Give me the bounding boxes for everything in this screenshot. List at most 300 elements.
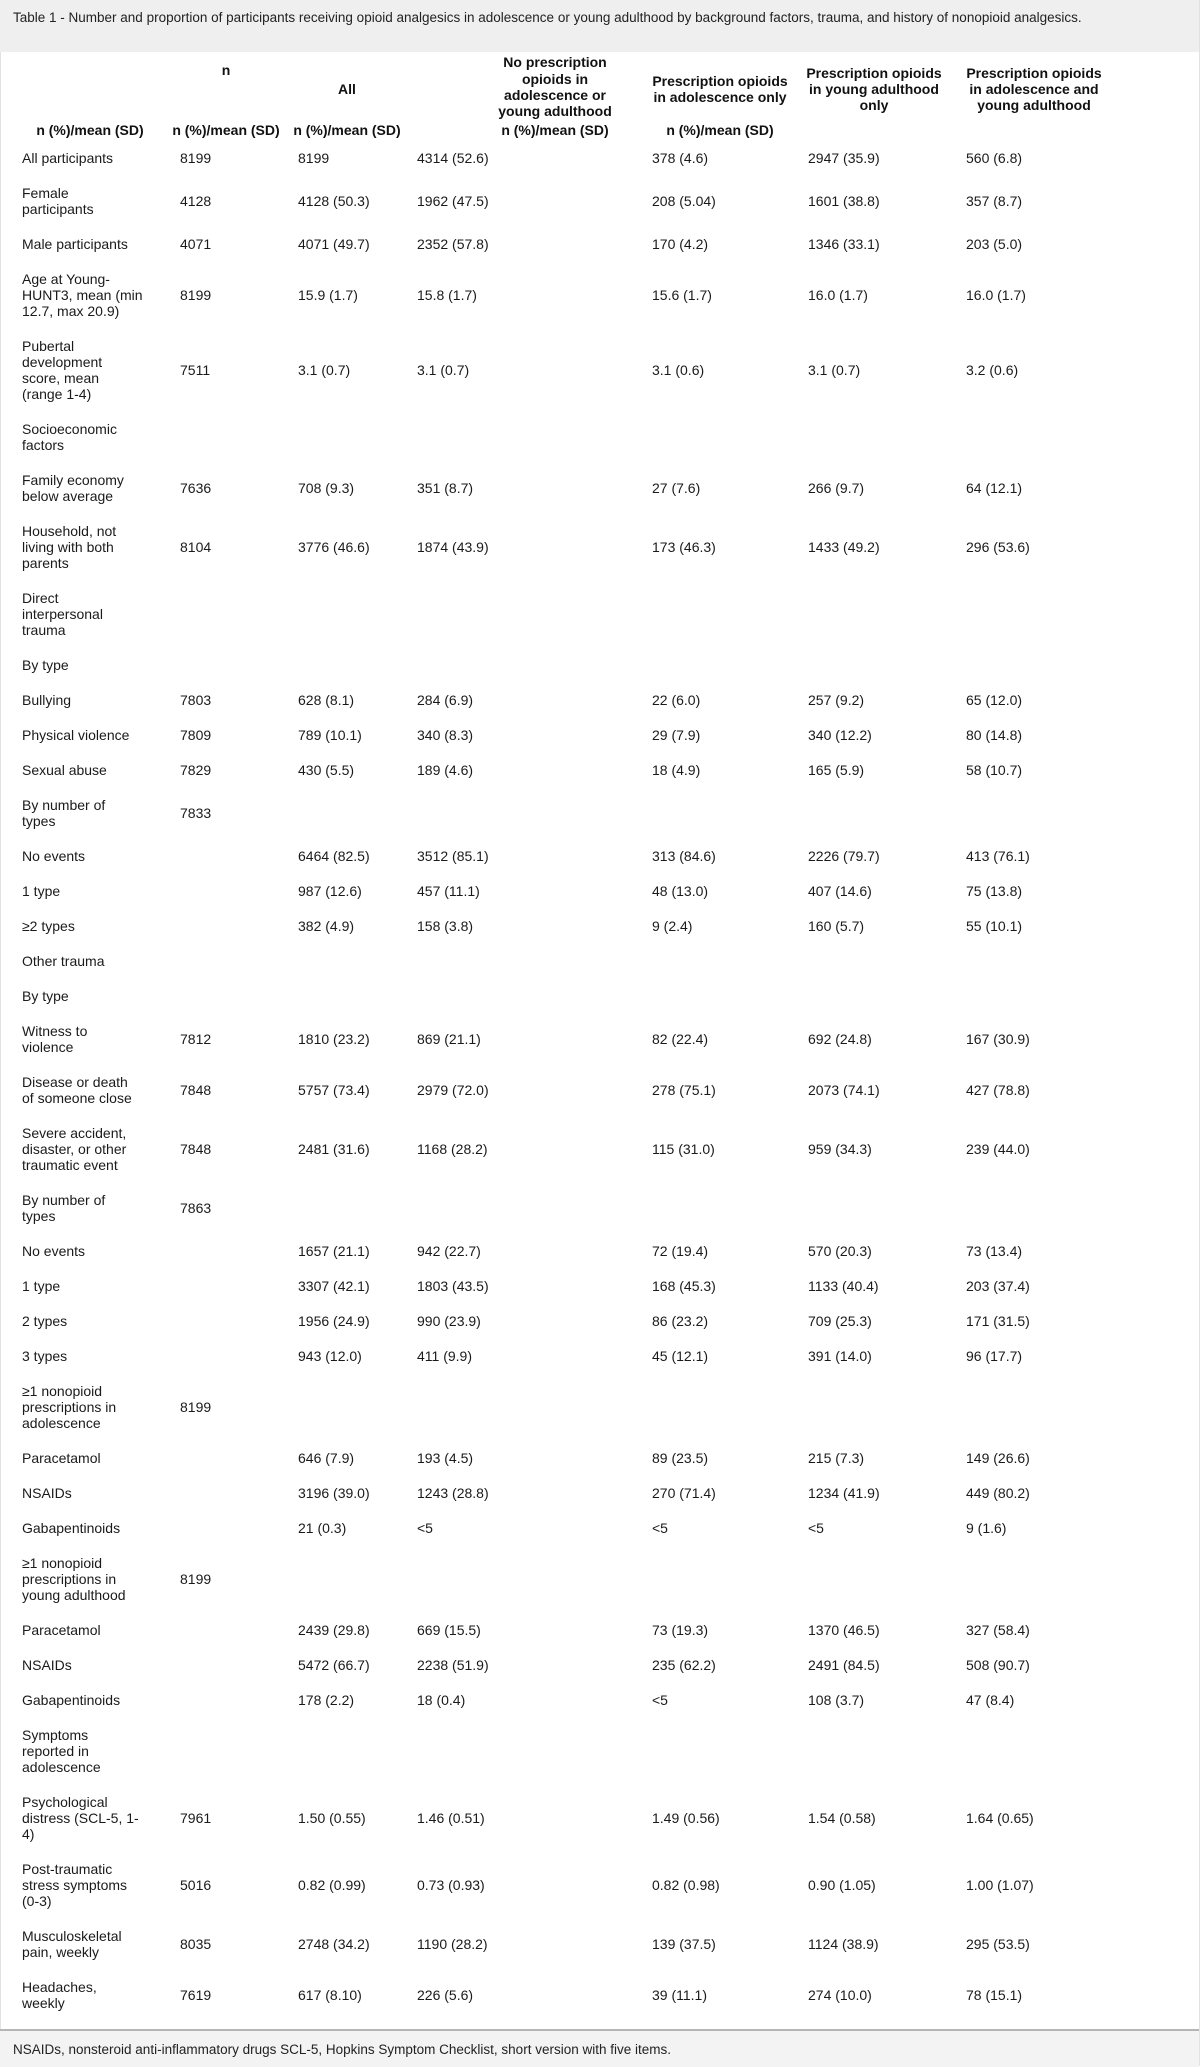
table-cell: 8199 [180,286,212,303]
table-row [0,787,1200,838]
table-row [0,1647,1200,1682]
table-cell [808,580,958,647]
table-cell: 1234 (41.9) [808,1484,880,1501]
table-cell: 8035 [180,1935,212,1952]
row-label: By number of types [22,796,106,829]
table-cell [966,580,1186,647]
table-cell: 382 (4.9) [298,917,355,934]
table-cell: 55 (10.1) [966,917,1023,934]
row-label: 1 type [22,1277,61,1294]
table-cell: 239 (44.0) [966,1140,1030,1157]
table-cell: 2238 (51.9) [417,1656,489,1673]
table-cell: 457 (11.1) [417,882,480,899]
table-cell [966,1182,1186,1233]
table-cell: 165 (5.9) [808,761,865,778]
table-row [0,1682,1200,1717]
table-row [0,908,1200,943]
table-row [0,838,1200,873]
row-label: Disease or death of someone close [22,1073,132,1106]
table-cell [180,1303,290,1338]
table-cell: <5 [417,1519,433,1536]
table-row [0,682,1200,717]
header-col-all [286,55,408,140]
table-cell [652,978,802,1013]
row-label: Gabapentinoids [22,1691,121,1708]
table-cell: 2979 (72.0) [417,1081,489,1098]
table-cell: 0.82 (0.98) [652,1876,720,1893]
table-row [0,1373,1200,1440]
table-cell: 3196 (39.0) [298,1484,370,1501]
table-cell: 378 (4.6) [652,149,709,166]
table-cell [180,1268,290,1303]
table-cell: 4128 [180,192,212,209]
table-cell: 15.6 (1.7) [652,286,712,303]
table-cell: 7803 [180,691,212,708]
table-cell [417,1373,642,1440]
table-cell: 869 (21.1) [417,1030,481,1047]
table-row [0,175,1200,226]
table-cell: 2226 (79.7) [808,847,880,864]
row-label: Direct interpersonal trauma [22,589,103,638]
table-cell [417,1717,642,1784]
table-cell [298,978,410,1013]
table-cell: 413 (76.1) [966,847,1030,864]
table-cell [180,1717,290,1784]
table-row [0,1303,1200,1338]
table-cell [298,943,410,978]
table-cell [417,1182,642,1233]
table-cell: 266 (9.7) [808,479,865,496]
table-row [0,1784,1200,1851]
table-cell: 158 (3.8) [417,917,474,934]
table-cell [808,787,958,838]
table-cell: 692 (24.8) [808,1030,872,1047]
table-row [0,140,1200,175]
table-row [0,873,1200,908]
table-cell: 4071 (49.7) [298,235,370,252]
table-cell [652,1182,802,1233]
table-cell: 1657 (21.1) [298,1242,370,1259]
table-cell [180,873,290,908]
table-cell: 149 (26.6) [966,1449,1030,1466]
table-cell: 178 (2.2) [298,1691,355,1708]
table-cell: 15.9 (1.7) [298,286,358,303]
table-header [0,55,1200,140]
table-cell: 1168 (28.2) [417,1140,488,1157]
row-label: 2 types [22,1312,68,1329]
row-label: Physical violence [22,726,130,743]
table-cell: 170 (4.2) [652,235,709,252]
table-cell [180,1440,290,1475]
table-row [0,1440,1200,1475]
table-cell: 9 (1.6) [966,1519,1007,1536]
header-sublabel: n (%)/mean (SD) [172,122,280,138]
table-cell: 7619 [180,1986,212,2003]
table-cell: 226 (5.6) [417,1986,474,2003]
table-cell: 1346 (33.1) [808,235,880,252]
table-row [0,752,1200,787]
table-cell: 708 (9.3) [298,479,355,496]
table-cell: 1.49 (0.56) [652,1809,720,1826]
row-label: Gabapentinoids [22,1519,121,1536]
table-cell: 235 (62.2) [652,1656,716,1673]
table-row [0,580,1200,647]
table-cell: 4314 (52.6) [417,149,489,166]
table-row [0,1233,1200,1268]
table-row [0,1612,1200,1647]
table-cell [417,978,642,1013]
table-cell: 2481 (31.6) [298,1140,370,1157]
table-cell: 340 (8.3) [417,726,474,743]
table-cell: 2439 (29.8) [298,1621,370,1638]
table-cell: 407 (14.6) [808,882,872,899]
row-label: Witness to violence [22,1022,88,1055]
row-label: No events [22,847,86,864]
table-footnote: NSAIDs, nonsteroid anti-inflammatory drugs SCL-5, Hopkins Symptom Checklist, short version with five items. [13,2042,671,2057]
table-cell: 9 (2.4) [652,917,693,934]
table-cell: 789 (10.1) [298,726,362,743]
table-cell [417,943,642,978]
table-row [0,1475,1200,1510]
table-cell [180,978,290,1013]
table-cell [298,787,410,838]
table-cell: 208 (5.04) [652,192,716,209]
table-cell: 1.46 (0.51) [417,1809,485,1826]
table-cell: 7863 [180,1199,212,1216]
table-cell: 3.2 (0.6) [966,361,1019,378]
table-cell: 86 (23.2) [652,1312,709,1329]
table-cell [652,1373,802,1440]
table-cell: 18 (4.9) [652,761,701,778]
table-cell: 7511 [180,361,211,378]
table-cell: 73 (13.4) [966,1242,1023,1259]
table-cell: 1.54 (0.58) [808,1809,876,1826]
table-cell: 2491 (84.5) [808,1656,880,1673]
table-cell: 357 (8.7) [966,192,1023,209]
table-cell: 8104 [180,538,212,555]
table-cell [180,908,290,943]
table-cell [417,580,642,647]
table-cell: 7636 [180,479,212,496]
table-cell: 943 (12.0) [298,1347,362,1364]
table-cell [417,787,642,838]
table-cell: <5 [652,1519,668,1536]
table-cell [652,787,802,838]
table-cell: 295 (53.5) [966,1935,1030,1952]
table-cell: 21 (0.3) [298,1519,347,1536]
table-row [0,647,1200,682]
table-cell [808,943,958,978]
table-cell [298,1182,410,1233]
table-cell: 78 (15.1) [966,1986,1023,2003]
table-cell: <5 [652,1691,668,1708]
table-row [0,1545,1200,1612]
table-cell: 189 (4.6) [417,761,474,778]
table-cell: 0.73 (0.93) [417,1876,485,1893]
table-cell: 7829 [180,761,212,778]
table-cell: 1956 (24.9) [298,1312,370,1329]
row-label: Bullying [22,691,72,708]
table-row [0,226,1200,261]
table-cell: 3307 (42.1) [298,1277,370,1294]
table-row [0,1717,1200,1784]
table-cell: 296 (53.6) [966,538,1030,555]
table-cell: 73 (19.3) [652,1621,709,1638]
row-label: Paracetamol [22,1621,101,1638]
table-cell: 215 (7.3) [808,1449,865,1466]
table-row [0,1851,1200,1918]
table-cell [180,1233,290,1268]
table-cell: 82 (22.4) [652,1030,709,1047]
table-cell [298,1373,410,1440]
table-cell: 411 (9.9) [417,1347,472,1364]
row-label: Family economy below average [22,471,124,504]
table-footnote-box [0,2029,1199,2067]
table-cell: 508 (90.7) [966,1656,1030,1673]
table-row [0,1510,1200,1545]
table-cell: 617 (8.10) [298,1986,362,2003]
table-cell: 427 (78.8) [966,1081,1030,1098]
table-cell [808,1545,958,1612]
table-cell: 4128 (50.3) [298,192,370,209]
table-cell: 16.0 (1.7) [966,286,1026,303]
row-label: Male participants [22,235,128,252]
header-sublabel [954,122,1114,139]
table-cell: <5 [808,1519,824,1536]
table-cell: 1962 (47.5) [417,192,489,209]
row-label: ≥1 nonopioid prescriptions in adolescence [22,1382,117,1431]
table-cell: 430 (5.5) [298,761,355,778]
table-cell [652,1545,802,1612]
table-caption-box [0,0,1199,52]
table-cell: 27 (7.6) [652,479,701,496]
table-row [0,328,1200,411]
table-cell [298,647,410,682]
table-cell [652,580,802,647]
table-cell [808,411,958,462]
table-row [0,261,1200,328]
table-cell: 1803 (43.5) [417,1277,489,1294]
table-row [0,1969,1200,2020]
table-cell: 7833 [180,804,212,821]
table-row [0,411,1200,462]
table-cell [808,1717,958,1784]
table-cell: 2352 (57.8) [417,235,489,252]
table-cell: 391 (14.0) [808,1347,872,1364]
table-cell [966,647,1186,682]
table-cell: 16.0 (1.7) [808,286,868,303]
table-cell [298,411,410,462]
table-cell: 1601 (38.8) [808,192,880,209]
table-row [0,717,1200,752]
table-cell: 22 (6.0) [652,691,701,708]
row-label: 3 types [22,1347,68,1364]
table-cell: 64 (12.1) [966,479,1023,496]
table-cell: 58 (10.7) [966,761,1023,778]
table-cell: 1433 (49.2) [808,538,880,555]
table-cell: 1.50 (0.55) [298,1809,366,1826]
table-cell: 3.1 (0.7) [417,361,470,378]
table-cell [966,943,1186,978]
table-cell: 8199 [180,1398,212,1415]
table-cell: 2748 (34.2) [298,1935,370,1952]
table-cell: 987 (12.6) [298,882,362,899]
table-cell: 257 (9.2) [808,691,865,708]
table-cell: 2073 (74.1) [808,1081,880,1098]
table-cell: 65 (12.0) [966,691,1023,708]
table-cell [298,1545,410,1612]
table-cell: 7848 [180,1140,212,1157]
table-cell: 139 (37.5) [652,1935,716,1952]
row-label: No events [22,1242,86,1259]
table-cell [180,1475,290,1510]
table-cell: 203 (37.4) [966,1277,1030,1294]
table-cell: 990 (23.9) [417,1312,481,1329]
table-cell: 270 (71.4) [652,1484,716,1501]
table-cell: 39 (11.1) [652,1986,707,2003]
table-cell [180,1510,290,1545]
table-cell [298,580,410,647]
table-cell: 18 (0.4) [417,1691,466,1708]
table-cell: 72 (19.4) [652,1242,709,1259]
table-cell [180,411,290,462]
row-label: NSAIDs [22,1484,72,1501]
row-label: Other trauma [22,952,105,969]
header-col-n [166,55,286,140]
row-label: Pubertal development score, mean (range 1-4) [22,337,103,402]
table-cell: 1133 (40.4) [808,1277,879,1294]
table-cell: 959 (34.3) [808,1140,872,1157]
table-cell: 7961 [180,1809,212,1826]
table-row [0,978,1200,1013]
table-cell [180,1612,290,1647]
table-cell [180,1338,290,1373]
table-cell: 5757 (73.4) [298,1081,370,1098]
header-col-adolescence-only [640,55,800,140]
table-cell: 570 (20.3) [808,1242,872,1259]
table-cell: 942 (22.7) [417,1242,481,1259]
table-cell: 1243 (28.8) [417,1484,489,1501]
row-label: Paracetamol [22,1449,101,1466]
row-label: Headaches, weekly [22,1978,97,2011]
row-label: Sexual abuse [22,761,107,778]
row-label: Severe accident, disaster, or other traumatic event [22,1124,127,1173]
table-cell: 8199 [180,1570,212,1587]
table-cell: 3.1 (0.6) [652,361,705,378]
row-label: 1 type [22,882,61,899]
header-label: Prescription opioids in adolescence only [652,72,788,105]
table-cell: 274 (10.0) [808,1986,872,2003]
table-cell: 45 (12.1) [652,1347,709,1364]
table-cell [652,411,802,462]
table-cell: 167 (30.9) [966,1030,1030,1047]
table-cell [652,647,802,682]
table-cell: 173 (46.3) [652,538,716,555]
table-cell: 284 (6.9) [417,691,474,708]
table-cell: 80 (14.8) [966,726,1023,743]
table-cell: 203 (5.0) [966,235,1023,252]
table-cell: 5472 (66.7) [298,1656,370,1673]
table-body [0,140,1200,2020]
header-col-variable [0,55,180,140]
table-cell: 560 (6.8) [966,149,1023,166]
row-label: ≥2 types [22,917,75,934]
table-cell: 5016 [180,1876,212,1893]
row-label: Post-traumatic stress symptoms (0-3) [22,1860,128,1909]
table-cell: 3776 (46.6) [298,538,370,555]
header-col-no-prescription [470,55,640,140]
table-cell: 3.1 (0.7) [808,361,861,378]
table-cell: 1124 (38.9) [808,1935,879,1952]
table-cell [966,1545,1186,1612]
table-cell: 1190 (28.2) [417,1935,488,1952]
table-cell: 1.64 (0.65) [966,1809,1034,1826]
table-cell [966,411,1186,462]
table-row [0,943,1200,978]
row-label: Socioeconomic factors [22,420,117,453]
table-row [0,1918,1200,1969]
table-cell: 4071 [180,235,212,252]
table-cell: 89 (23.5) [652,1449,709,1466]
table-row [0,513,1200,580]
table-cell: 1810 (23.2) [298,1030,370,1047]
table-cell [180,647,290,682]
table-cell [808,978,958,1013]
row-label: Female participants [22,184,94,217]
table-cell: 193 (4.5) [417,1449,474,1466]
header-label: Prescription opioids in adolescence and young adulthood [966,64,1102,114]
table-cell: 709 (25.3) [808,1312,872,1329]
table-cell: 1874 (43.9) [417,538,489,555]
table-cell [417,1545,642,1612]
table-cell: 47 (8.4) [966,1691,1015,1708]
table-row [0,1182,1200,1233]
table-cell: 7809 [180,726,212,743]
header-col-adolescence-and-young-adulthood [954,55,1114,140]
table-cell [966,1373,1186,1440]
table-row [0,1338,1200,1373]
header-label: Prescription opioids in young adulthood only [806,64,942,114]
row-label: By type [22,656,69,673]
table-cell [966,978,1186,1013]
table-row [0,1013,1200,1064]
header-label: n [221,62,231,78]
table-cell: 3.1 (0.7) [298,361,351,378]
row-label: By type [22,987,69,1004]
header-sublabel: n (%)/mean (SD) [501,122,609,138]
table-cell: 108 (3.7) [808,1691,865,1708]
table-cell: 2947 (35.9) [808,149,880,166]
table-cell [652,943,802,978]
table-cell [417,647,642,682]
table-cell: 1.00 (1.07) [966,1876,1034,1893]
table-cell [966,1717,1186,1784]
row-label: Symptoms reported in adolescence [22,1726,101,1775]
table-row [0,1115,1200,1182]
header-sublabel: n (%)/mean (SD) [293,122,401,138]
table-cell [417,411,642,462]
table-cell: 669 (15.5) [417,1621,481,1638]
header-sublabel: n (%)/mean (SD) [36,122,144,138]
table-cell: 168 (45.3) [652,1277,716,1294]
table-cell: 75 (13.8) [966,882,1023,899]
table-cell: 351 (8.7) [417,479,474,496]
table-cell: 48 (13.0) [652,882,709,899]
table-cell: 29 (7.9) [652,726,701,743]
table-cell [298,1717,410,1784]
table-cell: 0.90 (1.05) [808,1876,876,1893]
table-cell [808,1373,958,1440]
